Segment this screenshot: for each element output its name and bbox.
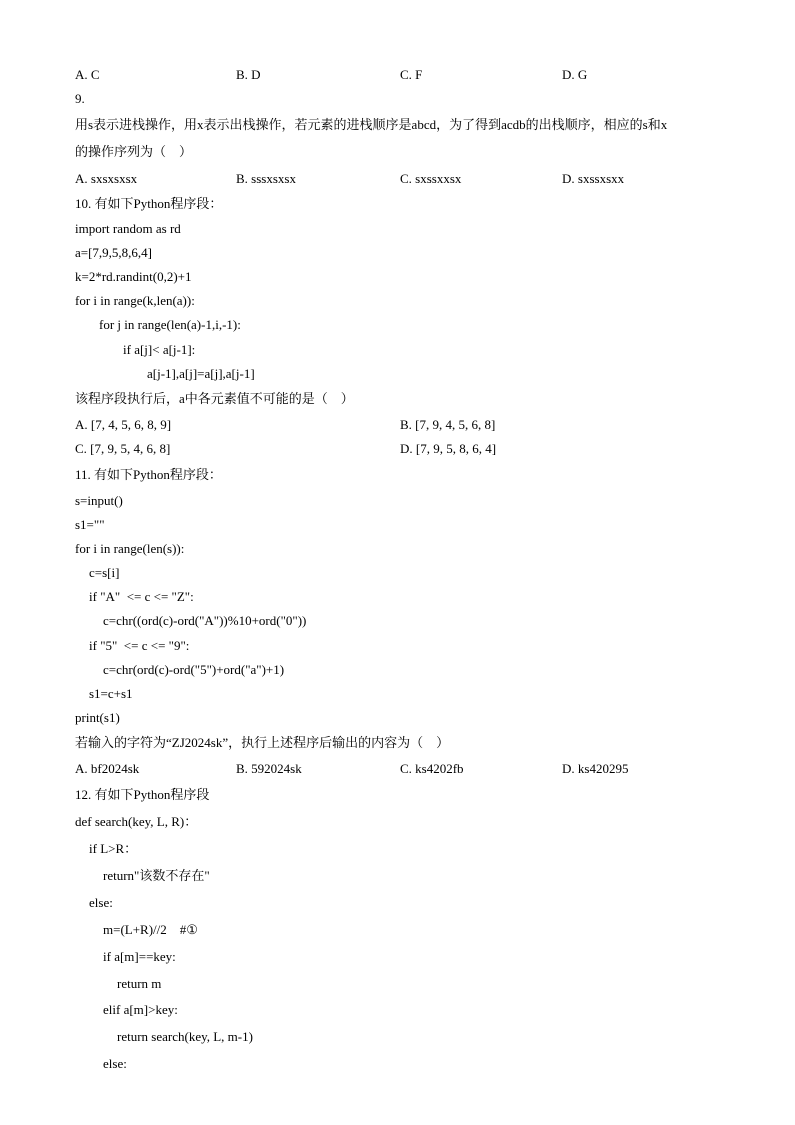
q11-option-c: C. ks4202fb [400,761,464,776]
q12-code-line: def search(key, L, R)： [75,814,198,829]
q9-text-line1: 用s表示进栈操作，用x表示出栈操作，若元素的进栈顺序是abcd，为了得到acdb的出栈顺序，相应的s和x [75,117,668,132]
q10-option-c: C. [7, 9, 5, 4, 6, 8] [75,441,171,456]
q10-code-line: k=2*rd.randint(0,2)+1 [75,269,192,284]
q10-code-line: a[j-1],a[j]=a[j],a[j-1] [147,366,255,381]
q10-code-line: for i in range(k,len(a)): [75,293,195,308]
q11-question: 若输入的字符为“ZJ2024sk”，执行上述程序后输出的内容为（ ） [75,735,450,750]
q12-code-line: else: [103,1056,127,1071]
q10-option-b: B. [7, 9, 4, 5, 6, 8] [400,417,496,432]
q11-code-line: c=chr((ord(c)-ord("A"))%10+ord("0")) [103,613,307,628]
q11-option-b: B. 592024sk [236,761,302,776]
q9-option-c: C. sxssxxsx [400,171,462,186]
q8-option-c: C. F [400,67,423,82]
q12-code-line: return m [117,976,162,991]
q11-title: 11. 有如下Python程序段： [75,467,222,482]
q12-code-line: m=(L+R)//2 #① [103,922,198,937]
q12-code-line: elif a[m]>key: [103,1002,178,1017]
q11-code-line: c=s[i] [89,565,120,580]
q11-option-a: A. bf2024sk [75,761,140,776]
q11-code-line: s=input() [75,493,123,508]
q8-option-a: A. C [75,67,100,82]
q9-option-b: B. sssxsxsx [236,171,296,186]
q10-code-line: a=[7,9,5,8,6,4] [75,245,153,260]
q10-code-line: if a[j]< a[j-1]: [123,342,196,357]
q8-option-d: D. G [562,67,588,82]
q11-code-line: s1=c+s1 [89,686,133,701]
q9-text-line2: 的操作序列为（ ） [75,144,193,159]
q11-code-line: if "5" <= c <= "9": [89,638,190,653]
q11-code-line: print(s1) [75,710,120,725]
q12-title: 12. 有如下Python程序段 [75,787,210,802]
q10-option-d: D. [7, 9, 5, 8, 6, 4] [400,441,497,456]
q10-code-line: import random as rd [75,221,181,236]
q11-code-line: c=chr(ord(c)-ord("5")+ord("a")+1) [103,662,285,677]
q8-option-b: B. D [236,67,261,82]
q9-option-a: A. sxsxsxsx [75,171,138,186]
q9-number: 9. [75,91,85,106]
q12-code-line: else: [89,895,113,910]
q11-code-line: if "A" <= c <= "Z": [89,589,194,604]
q10-title: 10. 有如下Python程序段： [75,196,223,211]
q12-code-line: return search(key, L, m-1) [117,1029,253,1044]
q11-code-line: for i in range(len(s)): [75,541,185,556]
q12-code-line: if a[m]==key: [103,949,176,964]
q10-code-line: for j in range(len(a)-1,i,-1): [99,317,241,332]
q11-code-line: s1="" [75,517,105,532]
q10-option-a: A. [7, 4, 5, 6, 8, 9] [75,417,172,432]
q12-code-line: if L>R： [89,841,138,856]
q12-code-line: return"该数不存在" [103,868,210,883]
q9-option-d: D. sxssxsxx [562,171,625,186]
q10-question: 该程序段执行后，a中各元素值不可能的是（ ） [75,391,354,406]
q11-option-d: D. ks420295 [562,761,629,776]
